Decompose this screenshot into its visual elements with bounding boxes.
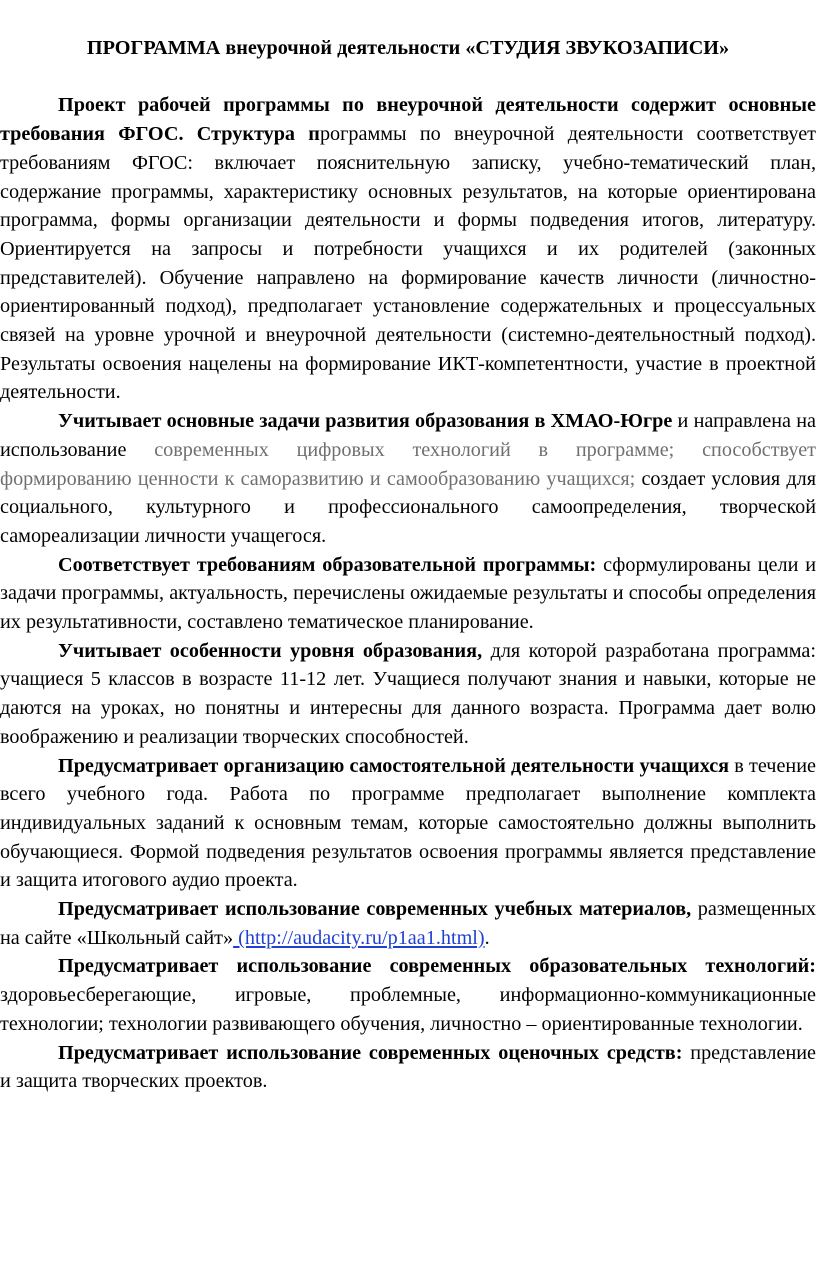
paragraph-assessment <box>0 1039 816 1096</box>
paragraph-text: здоровьесберегающие, игровые, проблемные, информационно-коммуникационные технологии; технологии развивающего обучения, личностно – ориентированные технологии. <box>0 984 816 1035</box>
paragraph-regional-tasks <box>0 407 816 551</box>
paragraph-lead: Соответствует требованиям образовательной программы: <box>58 553 597 576</box>
paragraph-independent-work <box>0 752 816 896</box>
paragraph-text: рограммы по внеурочной деятельности соответствует требованиям ФГОС: включает пояснительную записку, учебно-тематический план, содержание программы, характеристику основных результатов, на которые ориентирована программа, формы организации деятельности и формы подведения итогов, литературу. Ориентируется на запросы и потребности учащихся и их родителей (законных представителей). Обучение направлено на формирование качеств личности (личностно-ориентированный подход), предполагает установление содержательных и процессуальных связей на уровне урочной и внеурочной деятельности (системно-деятельностный подход). Результаты освоения нацелены на формирование ИКТ-компетентности, участие в проектной деятельности. <box>0 123 816 404</box>
paragraph-structure <box>0 91 816 407</box>
paragraph-lead: Предусматривает использование современных образовательных технологий: <box>58 955 816 978</box>
paragraph-learning-materials <box>0 895 816 952</box>
paragraph-text: и направлена на использование <box>0 410 816 461</box>
paragraph-program-compliance <box>0 551 816 637</box>
document-title: ПРОГРАММА внеурочной деятельности «СТУДИЯ ЗВУКОЗАПИСИ» <box>86 37 730 59</box>
paragraph-highlighted-text: современных цифровых технологий в программе; способствует формированию ценности к саморазвитию и самообразованию учащихся; <box>0 438 816 490</box>
paragraph-lead: Предусматривает организацию самостоятельной деятельности учащихся <box>58 754 730 777</box>
paragraph-technologies <box>0 952 816 1038</box>
paragraph-lead: Предусматривает использование современных оценочных средств: <box>58 1041 683 1064</box>
paragraph-text: создает условия для социального, культурного и профессионального самоопределения, творческой самореализации личности учащегося. <box>0 467 816 547</box>
audacity-link[interactable]: (http://audacity.ru/p1aa1.html) <box>233 926 485 949</box>
paragraph-text: в течение всего учебного года. Работа по программе предполагает выполнение комплекта индивидуальных заданий к основным темам, которые самостоятельно должны выполнить обучающиеся. Формой подведения результатов освоения программы является представление и защита итогового аудио проекта. <box>0 754 816 892</box>
paragraph-text: сформулированы цели и задачи программы, актуальность, перечислены ожидаемые результаты и способы определения их результативности, составлено тематическое планирование. <box>0 553 816 634</box>
paragraph-lead: Учитывает особенности уровня образования, <box>58 639 483 662</box>
paragraph-text: размещенных на сайте «Школьный сайт» <box>0 898 816 949</box>
paragraph-lead: Предусматривает использование современных учебных материалов, <box>58 898 692 921</box>
paragraph-text: . <box>484 926 490 949</box>
paragraph-education-level <box>0 637 816 752</box>
paragraph-text: для которой разработана программа: учащиеся 5 классов в возрасте 11-12 лет. Учащиеся получают знания и навыки, которые не даются на уроках, но понятны и интересны для данного возраста. Программа дает волю воображению и реализации творческих способностей. <box>0 639 816 748</box>
paragraph-lead: Учитывает основные задачи развития образования в ХМАО-Югре <box>58 410 673 433</box>
paragraph-lead: Проект рабочей программы по внеурочной деятельности содержит основные требования ФГОС. Структура п <box>0 94 816 146</box>
paragraph-text: представление и защита творческих проектов. <box>0 1041 816 1093</box>
